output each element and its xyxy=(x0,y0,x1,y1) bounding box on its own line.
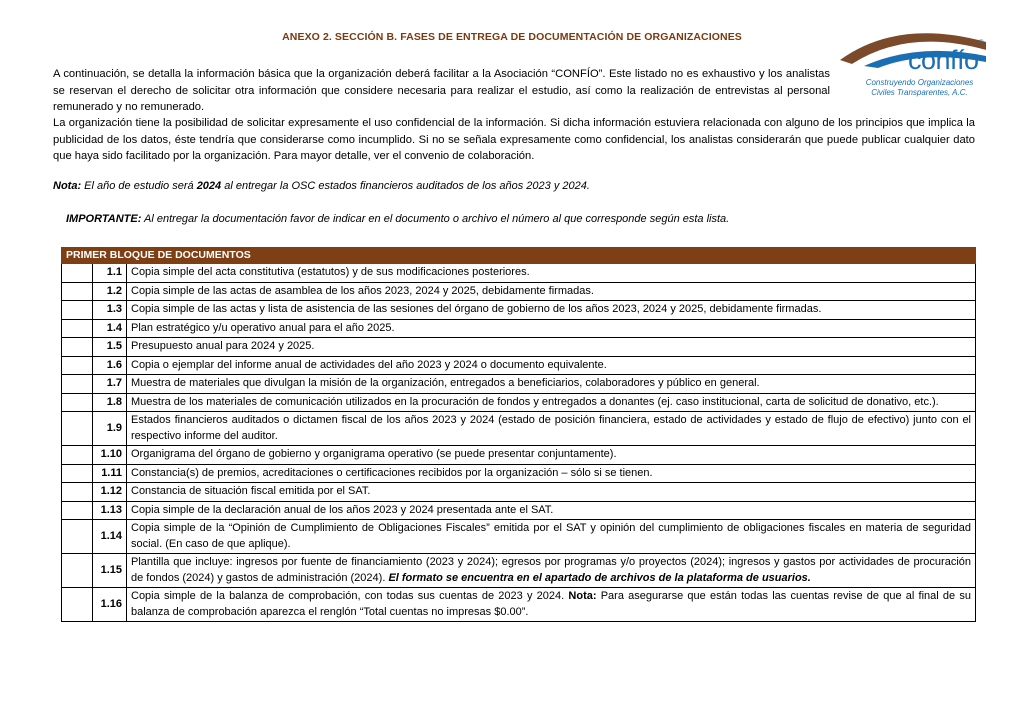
important-label: IMPORTANTE: xyxy=(66,213,142,225)
row-number: 1.12 xyxy=(93,483,127,502)
row-description xyxy=(127,375,976,394)
study-year-note xyxy=(53,180,590,192)
row-number: 1.13 xyxy=(93,501,127,520)
row-spacer-cell xyxy=(62,301,93,320)
table-row xyxy=(62,338,976,357)
row-number: 1.7 xyxy=(93,375,127,394)
row-description-text: Copia simple de las actas y lista de asistencia de las sesiones del órgano de gobierno de los años 2023, 2024 y 2025, debidamente firmadas. xyxy=(131,303,822,315)
row-number: 1.3 xyxy=(93,301,127,320)
row-description xyxy=(127,501,976,520)
table-row xyxy=(62,520,976,554)
logo-tagline-line1: Construyendo Organizaciones xyxy=(865,78,974,87)
logo-wordmark: confío xyxy=(908,45,979,75)
row-spacer-cell xyxy=(62,375,93,394)
table-row xyxy=(62,301,976,320)
row-spacer-cell xyxy=(62,554,93,588)
row-number: 1.4 xyxy=(93,319,127,338)
row-description-text: Muestra de los materiales de comunicación utilizados en la procuración de fondos y entregados a donantes (ej. caso institucional, carta de solicitud de donativo, etc.). xyxy=(131,395,939,408)
row-number: 1.14 xyxy=(93,520,127,554)
important-text: Al entregar la documentación favor de indicar en el documento o archivo el número al que corresponde según esta lista. xyxy=(141,213,730,225)
row-description-text: Plantilla que incluye: ingresos por fuente de financiamiento (2023 y 2024); egresos por programas y/o proyectos (2024); ingresos y gastos por actividades de procuración de fondos (2024) y gastos de administración (2024). xyxy=(131,556,971,584)
row-spacer-cell xyxy=(62,483,93,502)
table-row xyxy=(62,588,976,622)
important-note xyxy=(66,213,729,225)
row-description xyxy=(127,319,976,338)
row-description xyxy=(127,464,976,483)
row-description xyxy=(127,412,976,446)
row-spacer-cell xyxy=(62,338,93,357)
row-description xyxy=(127,483,976,502)
row-description-after: Para asegurarse que están todas las cuentas revise de que al final de su balanza de comprobación aparezca el renglón “Total cuentas no impresas $0.00”. xyxy=(131,590,971,618)
table-row xyxy=(62,554,976,588)
row-description xyxy=(127,393,976,412)
note-year: 2024 xyxy=(196,180,222,192)
row-description xyxy=(127,356,976,375)
row-number: 1.9 xyxy=(93,412,127,446)
row-description-text: Constancia(s) de premios, acreditaciones o certificaciones recibidos por la organización – sólo si se tienen. xyxy=(131,466,653,479)
logo-registered-mark: ® xyxy=(979,40,984,46)
note-text-after: al entregar la OSC estados financieros auditados de los años 2023 y 2024. xyxy=(221,180,590,192)
table-row xyxy=(62,393,976,412)
row-description xyxy=(127,338,976,357)
table-header-row xyxy=(62,248,976,264)
row-spacer-cell xyxy=(62,356,93,375)
row-number: 1.2 xyxy=(93,282,127,301)
table-row xyxy=(62,501,976,520)
documents-table xyxy=(61,247,976,622)
row-description xyxy=(127,554,976,588)
row-description-text: Copia simple de la “Opinión de Cumplimiento de Obligaciones Fiscales” emitida por el SAT y opinión del cumplimiento de obligaciones fiscales en materia de seguridad social. (En caso de que aplique). xyxy=(131,522,971,550)
table-row xyxy=(62,282,976,301)
row-number: 1.16 xyxy=(93,588,127,622)
row-description-text: Presupuesto anual para 2024 y 2025. xyxy=(131,340,315,352)
row-description xyxy=(127,301,976,320)
row-description xyxy=(127,588,976,622)
row-emphasis: El formato se encuentra en el apartado de archivos de la plataforma de usuarios. xyxy=(388,571,811,584)
row-spacer-cell xyxy=(62,501,93,520)
table-row xyxy=(62,319,976,338)
table-header: PRIMER BLOQUE DE DOCUMENTOS xyxy=(62,248,976,264)
row-note-label: Nota: xyxy=(568,590,597,602)
row-spacer-cell xyxy=(62,412,93,446)
row-description-text: Muestra de materiales que divulgan la misión de la organización, entregados a beneficiarios, colaboradores y público en general. xyxy=(131,377,760,389)
note-label: Nota: xyxy=(53,180,82,192)
row-description xyxy=(127,264,976,283)
row-description xyxy=(127,446,976,465)
table-row xyxy=(62,412,976,446)
row-number: 1.1 xyxy=(93,264,127,283)
table-row xyxy=(62,464,976,483)
row-spacer-cell xyxy=(62,446,93,465)
row-description-text: Constancia de situación fiscal emitida por el SAT. xyxy=(131,485,371,497)
row-spacer-cell xyxy=(62,319,93,338)
row-description xyxy=(127,520,976,554)
row-spacer-cell xyxy=(62,282,93,301)
row-description-text: Copia simple del acta constitutiva (estatutos) y de sus modificaciones posteriores. xyxy=(131,266,530,278)
intro-paragraph-1: A continuación, se detalla la información básica que la organización deberá facilitar a la Asociación “CONFÍO”. Este listado no es exhaustivo y los analistas se reservan el derecho de solicitar otra información que considere necesaria para realizar el estudio, así como la realización de entrevistas al personal remunerado y no remunerado. xyxy=(53,68,830,113)
row-description-text: Organigrama del órgano de gobierno y organigrama operativo (se puede presentar conjuntamente). xyxy=(131,448,617,460)
table-row xyxy=(62,375,976,394)
table-row xyxy=(62,264,976,283)
row-description-text: Copia o ejemplar del informe anual de actividades del año 2023 y 2024 o documento equivalente. xyxy=(131,358,607,371)
row-spacer-cell xyxy=(62,520,93,554)
row-spacer-cell xyxy=(62,464,93,483)
row-spacer-cell xyxy=(62,393,93,412)
table-row xyxy=(62,446,976,465)
row-number: 1.5 xyxy=(93,338,127,357)
row-number: 1.11 xyxy=(93,464,127,483)
row-spacer-cell xyxy=(62,264,93,283)
row-description-text: Copia simple de las actas de asamblea de los años 2023, 2024 y 2025, debidamente firmadas. xyxy=(131,284,594,297)
row-spacer-cell xyxy=(62,588,93,622)
note-text-before: El año de estudio será xyxy=(81,180,197,192)
row-description xyxy=(127,282,976,301)
logo-tagline-line2: Civiles Transparentes, A.C. xyxy=(871,88,968,97)
row-number: 1.10 xyxy=(93,446,127,465)
row-description-text: Plan estratégico y/u operativo anual para el año 2025. xyxy=(131,321,395,334)
row-description-text: Copia simple de la balanza de comprobación, con todas sus cuentas de 2023 y 2024. xyxy=(131,590,569,602)
row-description-text: Estados financieros auditados o dictamen fiscal de los años 2023 y 2024 (estado de posición financiera, estado de actividades y estado de flujo de efectivo) junto con el respectivo informe del auditor. xyxy=(131,414,971,442)
page-title: ANEXO 2. SECCIÓN B. FASES DE ENTREGA DE DOCUMENTACIÓN DE ORGANIZACIONES xyxy=(282,31,742,43)
row-number: 1.6 xyxy=(93,356,127,375)
row-number: 1.8 xyxy=(93,393,127,412)
table-row xyxy=(62,356,976,375)
row-description-text: Copia simple de la declaración anual de los años 2023 y 2024 presentada ante el SAT. xyxy=(131,503,554,516)
row-number: 1.15 xyxy=(93,554,127,588)
table-row xyxy=(62,483,976,502)
intro-paragraph-2: La organización tiene la posibilidad de solicitar expresamente el uso confidencial de la información. Si dicha información estuviera relacionada con alguno de los principios que implica la publicidad de los datos, éste tendría que considerarse como incumplido. Si no se señala expresamente como confidencial, los analistas considerarán que puede publicar cualquier dato que haya sido facilitado por la organización. Para mayor detalle, ver el convenio de colaboración. xyxy=(53,117,975,162)
